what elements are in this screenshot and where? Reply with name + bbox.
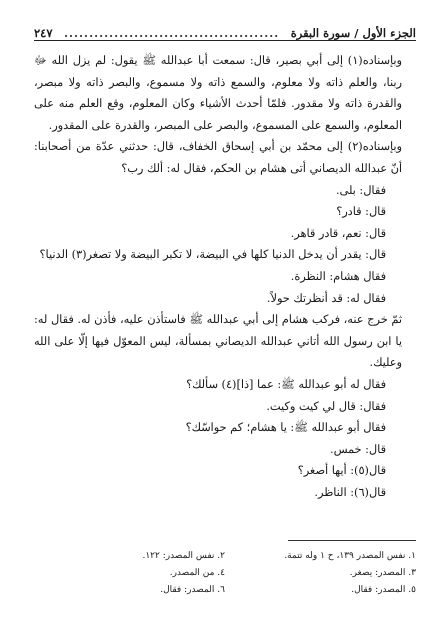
dialogue-line: قال: قادر؟ xyxy=(336,205,386,219)
footnote: ٣. المصدر: يصغر. xyxy=(349,568,416,578)
dialogue-line: قال(٦): الناظر. xyxy=(314,485,386,499)
footnote-row xyxy=(34,565,416,582)
dialogue-line: فقال أبو عبدالله ﷺ: يا هشام؛ كم حواسّك؟ xyxy=(185,421,386,435)
dialogue-line: قال: خمس. xyxy=(330,442,386,456)
paragraph: ثمّ خرج عنه، فركب هشام إلى أبي عبدالله ﷺ فاستأذن عليه، فأذن له. فقال له: يا ابن رسول الله أتاني عبدالله الديصاني بمسألة، ليس المعوّل فيها إلّا على الله وعليك. xyxy=(34,313,402,370)
footnote-separator xyxy=(288,540,416,541)
paragraph: وبإسناده(١) إلى أبي بصير، قال: سمعت أبا عبدالله ﷺ يقول: لم يزل الله ﷻ ربنا، والعلم ذاته ولا معلوم، والسمع ذاته ولا مسموع، والبصر ذاته ولا مبصر، والقدرة ذاته ولا مقدور. فلمّا أحدث الأشياء وكان المعلوم، وقع العلم منه على المعلوم، والسمع على المسموع، والبصر على المبصر، والقدرة على المقدور. xyxy=(34,54,402,132)
footnote-row xyxy=(34,548,416,565)
dialogue-line: فقال: قال لي كيت وكيت. xyxy=(266,399,386,413)
footnote: ٤. من المصدر. xyxy=(169,568,225,578)
header-title: الجزء الأول / سورة البقرة xyxy=(290,26,416,40)
dialogue-line: قال: يقدر أن يدخل الدنيا كلها في البيضة، لا تكبر البيضة ولا تصغر(٣) الدنيا؟ xyxy=(39,248,386,262)
running-header xyxy=(34,22,416,41)
footnote: ٢. نفس المصدر: ١٢٢. xyxy=(142,551,225,561)
footnotes xyxy=(34,548,416,599)
page-number: ٢٤٧ xyxy=(34,26,53,40)
dialogue-line: فقال: بلى. xyxy=(335,183,386,197)
paragraph: وبإسناده(٢) إلى محمّد بن أبي إسحاق الخفاف، قال: حدثني عدّة من أصحابنا: أنّ عبدالله الديصاني أتى هشام بن الحكم، فقال له: ألك رب؟ xyxy=(34,140,402,175)
footnote: ١. نفس المصدر ١٣٩، ح ١ وله تتمة. xyxy=(284,551,416,561)
footnote: ٥. المصدر: فقال. xyxy=(351,585,416,595)
footnote-row xyxy=(34,582,416,599)
dialogue-line: فقال هشام: النظرة. xyxy=(290,269,386,283)
dialogue-line: فقال له: قد أنظرتك حولاً. xyxy=(266,291,386,305)
dialogue-line: قال: نعم، قادر قاهر. xyxy=(290,226,386,240)
header-leader-dots: ........................................... xyxy=(64,26,280,40)
dialogue-line: قال(٥): أيها أصغر؟ xyxy=(297,464,386,478)
dialogue-line: فقال له أبو عبدالله ﷺ: عما [ذا](٤) سألك؟ xyxy=(186,377,386,391)
footnote: ٦. المصدر: فقال. xyxy=(160,585,225,595)
main-text xyxy=(34,50,416,503)
